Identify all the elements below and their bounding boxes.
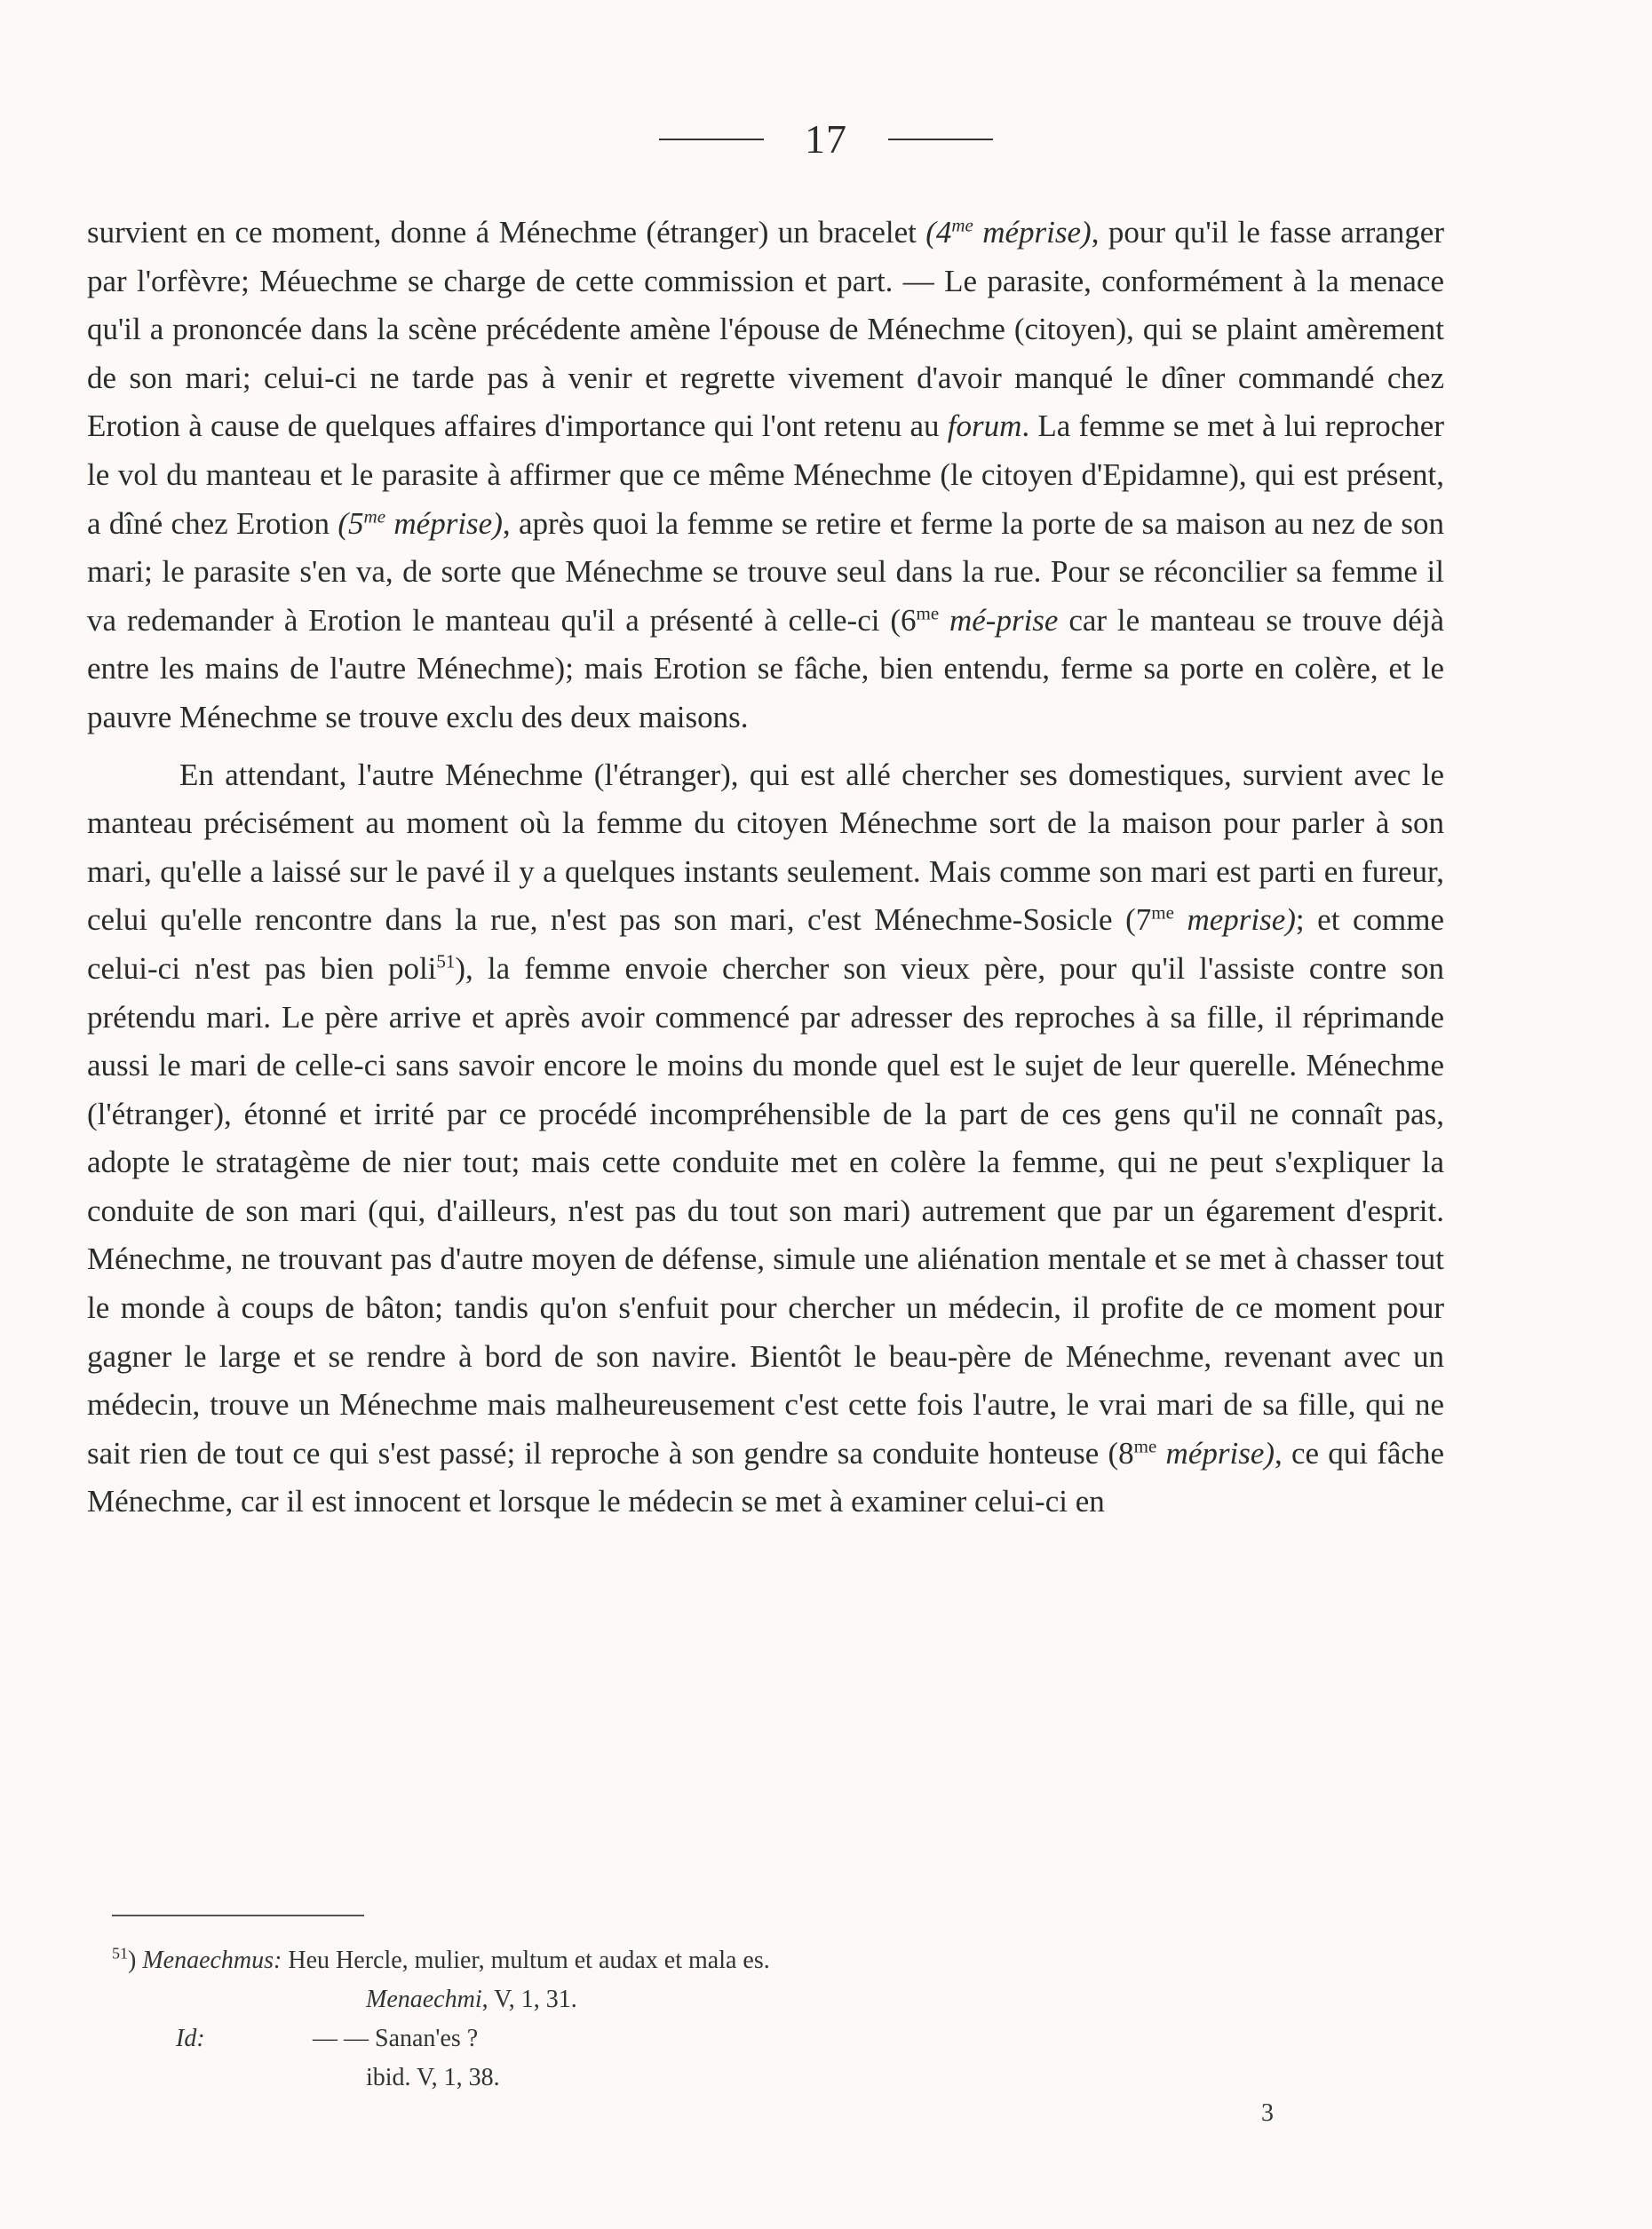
- text-run: — — Sanan'es ?: [313, 2025, 479, 2052]
- superscript: me: [1133, 1435, 1157, 1457]
- italic-text: (5: [338, 505, 364, 541]
- text-run: En attendant, l'autre Ménechme (l'étranger), qui est allé chercher ses domestiques, survient avec le manteau précisément au moment où la femme du citoyen Ménechme sort de la maison pour parler à son mari, qu'elle a laissé sur le pavé il y a quelques instants seulement. Mais comme son mari est parti en fureur, celui qu'elle rencontre dans la rue, n'est pas son mari, c'est Ménechme-Sosicle (7: [87, 757, 1444, 938]
- italic-text: méprise): [385, 505, 503, 541]
- text-run: ; et comme celui-ci n'est pas bien poli: [87, 902, 1444, 986]
- header-rule-right: [888, 139, 993, 140]
- footnote-line: [366, 1980, 577, 2019]
- text-run: , après quoi la femme se retire et ferme la porte de sa maison au nez de son mari; le parasite s'en va, de sorte que Ménechme se trouve seul dans la rue. Pour se réconcilier sa femme il va redemander à Erotion le manteau qu'il a présenté à celle-ci (6: [87, 505, 1445, 638]
- text-run: ), la femme envoie chercher son vieux père, pour qu'il l'assiste contre son prétendu mari. Le père arrive et après avoir commencé par adresser des reproches à sa fille, il réprimande aussi le mari de celle-ci sans savoir encore le moins du monde quel est le sujet de leur querelle. Ménechme (l'étranger), étonné et irrité par ce procédé incompréhensible de la part de ces gens qu'il ne connaît pas, adopte le stratagème de nier tout; mais cette conduite met en colère la femme, qui ne peut s'expliquer la conduite de son mari (qui, d'ailleurs, n'est pas du tout son mari) autrement que par un égarement d'esprit. Ménechme, ne trouvant pas d'autre moyen de défense, simule une aliénation mentale et se met à chasser tout le monde à coups de bâton; tandis qu'on s'enfuit pour chercher un médecin, il profite de ce moment pour gagner le large et se rendre à bord de son navire. Bientôt le beau-père de Ménechme, revenant avec un médecin, trouve un Ménechme mais malheureusement c'est cette fois l'autre, le vrai mari de sa fille, qui ne sait rien de tout ce qui s'est passé; il reproche à son gendre sa conduite honteuse (8: [87, 950, 1444, 1471]
- text-run: . La femme se met à lui reprocher le vol du manteau et le parasite à affirmer que ce même Ménechme (le citoyen d'Epidamne), qui est présent, a dîné chez Erotion: [87, 409, 1444, 541]
- superscript: me: [916, 602, 940, 624]
- footnote-line: [176, 2019, 205, 2058]
- footnote-line: [112, 1941, 770, 1980]
- text-run: car le manteau se trouve déjà entre les mains de l'autre Ménechme); mais Erotion se fâche, bien entendu, ferme sa porte en colère, et le pauvre Ménechme se trouve exclu des deux maisons.: [87, 602, 1444, 734]
- italic-text: Id:: [176, 2025, 205, 2052]
- italic-text: forum: [947, 409, 1022, 444]
- footnote-line: [366, 2058, 500, 2098]
- superscript: 51: [436, 950, 456, 972]
- italic-text: meprise): [1173, 902, 1296, 938]
- italic-text: Menaechmi: [366, 1986, 482, 2013]
- italic-text: méprise): [1156, 1435, 1275, 1471]
- superscript: me: [1151, 901, 1174, 924]
- body-text: [87, 209, 1444, 1527]
- italic-text: Menaechmus:: [142, 1947, 282, 1974]
- text-run: ibid. V, 1, 38.: [366, 2064, 500, 2091]
- paragraph: [87, 209, 1444, 742]
- footnote-line: [313, 2019, 478, 2058]
- page-header: [0, 115, 1652, 163]
- text-run: , pour qu'il le fasse arranger par l'orfèvre; Méuechme se charge de cette commission et part. — Le parasite, conformément à la menace qu'il a prononcée dans la scène précédente amène l'épouse de Ménechme (citoyen), qui se plaint amèrement de son mari; celui-ci ne tarde pas à venir et regrette vivement d'avoir manqué le dîner commandé chez Erotion à cause de quelques affaires d'importance qui l'ont retenu au: [87, 215, 1444, 444]
- italic-text: méprise): [973, 215, 1092, 250]
- paragraph: [87, 751, 1444, 1527]
- superscript: 51: [112, 1944, 128, 1963]
- footnote-rule: [112, 1915, 364, 1916]
- italic-text: (4: [925, 215, 952, 250]
- italic-text: mé-prise: [939, 602, 1059, 638]
- signature-mark: 3: [1261, 2099, 1274, 2127]
- text-run: , V, 1, 31.: [481, 1986, 577, 2013]
- page-number: 17: [805, 116, 847, 162]
- text-run: Heu Hercle, mulier, multum et audax et mala es.: [282, 1947, 770, 1974]
- superscript: me: [363, 504, 386, 527]
- text-run: ): [128, 1947, 143, 1974]
- text-run: survient en ce moment, donne á Ménechme (étranger) un bracelet: [87, 215, 926, 250]
- superscript: me: [951, 214, 973, 236]
- header-rule-left: [659, 139, 764, 140]
- text-run: , ce qui fâche Ménechme, car il est innocent et lorsque le médecin se met à examiner celui-ci en: [87, 1435, 1444, 1519]
